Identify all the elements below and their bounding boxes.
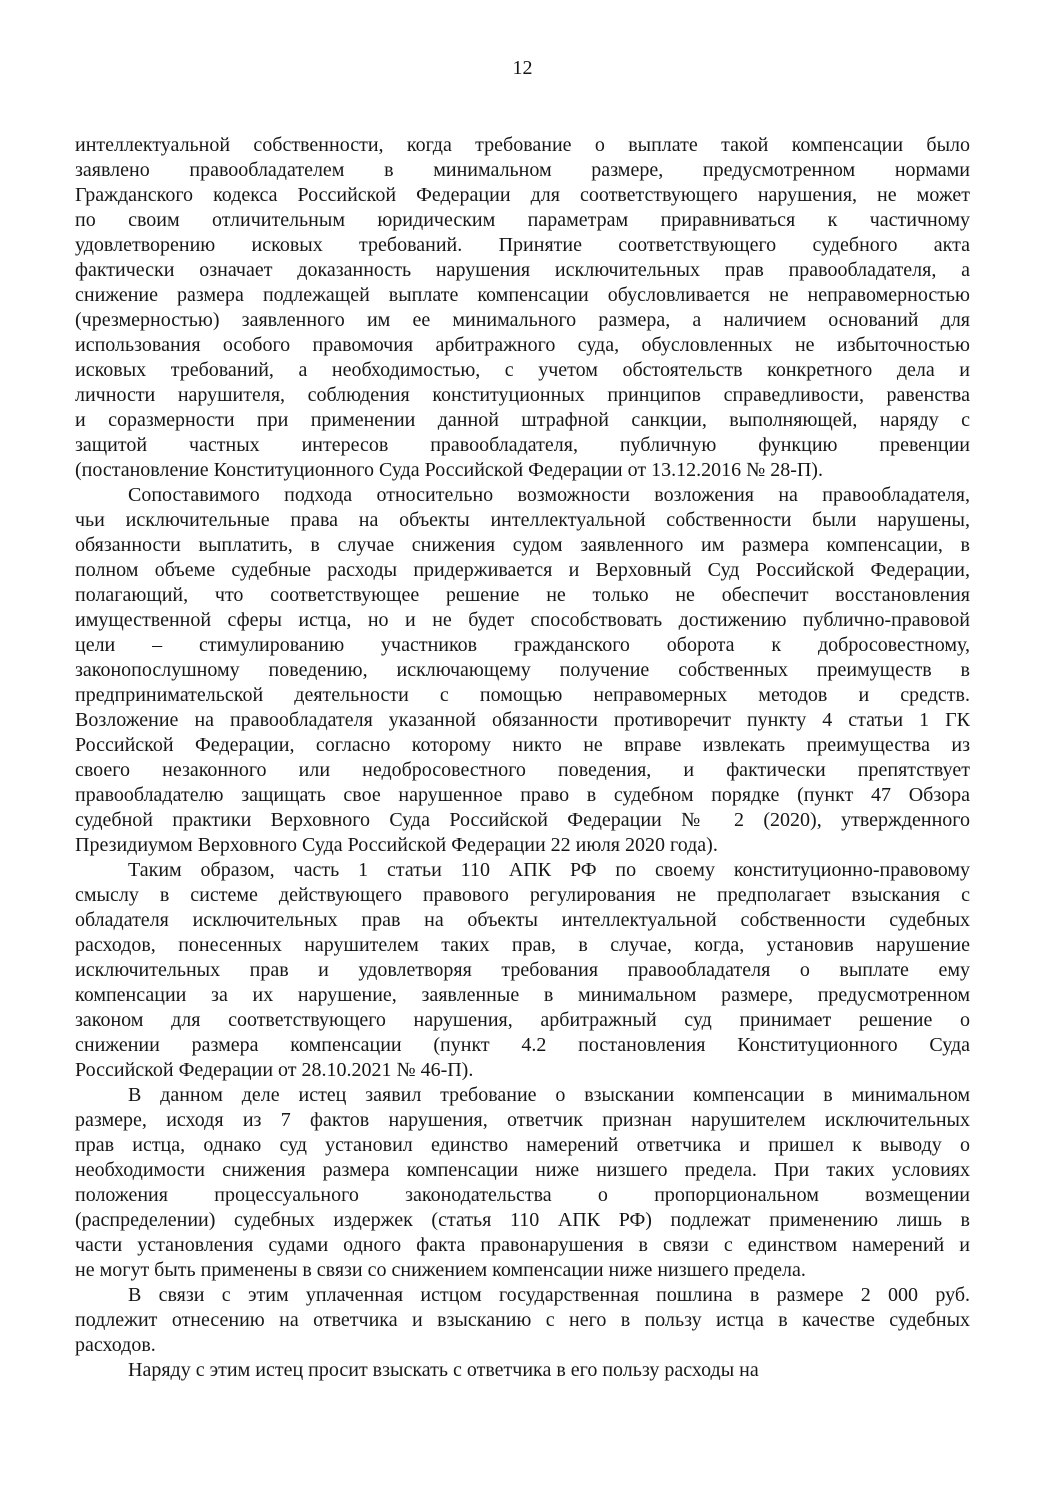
text-line: законом для соответствующего нарушения, арбитражный суд принимает решение о bbox=[75, 1009, 970, 1031]
text-body bbox=[75, 133, 970, 1383]
text-line: своего незаконного или недобросовестного поведения, и фактически препятствует bbox=[75, 759, 970, 781]
text-line: предпринимательской деятельности с помощью неправомерных методов и средств. bbox=[75, 684, 970, 706]
text-line: (распределении) судебных издержек (статья 110 АПК РФ) подлежат применению лишь в bbox=[75, 1209, 970, 1231]
text-line: и соразмерности при применении данной штрафной санкции, выполняющей, наряду с bbox=[75, 409, 970, 431]
text-line: исковых требований, а необходимостью, с учетом обстоятельств конкретного дела и bbox=[75, 359, 970, 381]
text-line: Таким образом, часть 1 статьи 110 АПК РФ по своему конституционно-правовому bbox=[128, 859, 970, 881]
text-line: части установления судами одного факта правонарушения в связи с единством намерений и bbox=[75, 1234, 970, 1256]
page-number: 12 bbox=[512, 57, 533, 79]
text-line: цели – стимулированию участников гражданского оборота к добросовестному, bbox=[75, 634, 970, 656]
text-line: правообладателю защищать свое нарушенное право в судебном порядке (пункт 47 Обзора bbox=[75, 784, 970, 806]
text-line: (чрезмерностью) заявленного им ее минимального размера, а наличием оснований для bbox=[75, 309, 970, 331]
text-line: интеллектуальной собственности, когда требование о выплате такой компенсации было bbox=[75, 134, 970, 156]
text-line: исключительных прав и удовлетворяя требования правообладателя о выплате ему bbox=[75, 959, 970, 981]
text-line: В данном деле истец заявил требование о взыскании компенсации в минимальном bbox=[128, 1084, 970, 1106]
text-line: заявлено правообладателем в минимальном размере, предусмотренном нормами bbox=[75, 159, 970, 181]
text-line: не могут быть применены в связи со снижением компенсации ниже низшего предела. bbox=[75, 1259, 806, 1281]
text-line: компенсации за их нарушение, заявленные в минимальном размере, предусмотренном bbox=[75, 984, 970, 1006]
text-line: Российской Федерации от 28.10.2021 № 46-П). bbox=[75, 1059, 474, 1081]
text-line: чьи исключительные права на объекты интеллектуальной собственности были нарушены, bbox=[75, 509, 970, 531]
text-line: подлежит отнесению на ответчика и взысканию с него в пользу истца в качестве судебных bbox=[75, 1309, 970, 1331]
text-line: смыслу в системе действующего правового регулирования не предполагает взыскания с bbox=[75, 884, 970, 906]
text-line: имущественной сферы истца, но и не будет способствовать достижению публично-правовой bbox=[75, 609, 970, 631]
text-line: полагающий, что соответствующее решение не только не обеспечит восстановления bbox=[75, 584, 970, 606]
text-line: размере, исходя из 7 фактов нарушения, ответчик признан нарушителем исключительных bbox=[75, 1109, 970, 1131]
text-line: фактически означает доказанность нарушения исключительных прав правообладателя, а bbox=[75, 259, 970, 281]
text-line: снижение размера подлежащей выплате компенсации обусловливается не неправомерностью bbox=[75, 284, 970, 306]
text-line: Гражданского кодекса Российской Федерации для соответствующего нарушения, не может bbox=[75, 184, 970, 206]
text-line: (постановление Конституционного Суда Российской Федерации от 13.12.2016 № 28-П). bbox=[75, 459, 823, 481]
text-line: Российской Федерации, согласно которому никто не вправе извлекать преимущества из bbox=[75, 734, 970, 756]
text-line: удовлетворению исковых требований. Принятие соответствующего судебного акта bbox=[75, 234, 970, 256]
text-line: Сопоставимого подхода относительно возможности возложения на правообладателя, bbox=[128, 484, 970, 506]
text-line: полном объеме судебные расходы придерживается и Верховный Суд Российской Федерации, bbox=[75, 559, 970, 581]
text-line: обладателя исключительных прав на объекты интеллектуальной собственности судебных bbox=[75, 909, 970, 931]
text-line: обязанности выплатить, в случае снижения судом заявленного им размера компенсации, в bbox=[75, 534, 970, 556]
text-line: законопослушному поведению, исключающему получение собственных преимуществ в bbox=[75, 659, 970, 681]
text-line: по своим отличительным юридическим параметрам приравниваться к частичному bbox=[75, 209, 970, 231]
text-line: Наряду с этим истец просит взыскать с ответчика в его пользу расходы на bbox=[128, 1359, 759, 1381]
text-line: положения процессуального законодательства о пропорциональном возмещении bbox=[75, 1184, 970, 1206]
text-line: Президиумом Верховного Суда Российской Федерации 22 июля 2020 года). bbox=[75, 834, 718, 856]
text-line: личности нарушителя, соблюдения конституционных принципов справедливости, равенства bbox=[75, 384, 970, 406]
text-line: необходимости снижения размера компенсации ниже низшего предела. При таких условиях bbox=[75, 1159, 970, 1181]
text-line: прав истца, однако суд установил единство намерений ответчика и пришел к выводу о bbox=[75, 1134, 970, 1156]
text-line: расходов. bbox=[75, 1334, 156, 1356]
text-line: В связи с этим уплаченная истцом государственная пошлина в размере 2 000 руб. bbox=[128, 1284, 970, 1306]
text-line: защитой частных интересов правообладателя, публичную функцию превенции bbox=[75, 434, 970, 456]
text-line: Возложение на правообладателя указанной обязанности противоречит пункту 4 статьи 1 ГК bbox=[75, 709, 970, 731]
text-line: судебной практики Верховного Суда Российской Федерации № 2 (2020), утвержденного bbox=[75, 809, 970, 831]
text-line: снижении размера компенсации (пункт 4.2 постановления Конституционного Суда bbox=[75, 1034, 970, 1056]
text-line: использования особого правомочия арбитражного суда, обусловленных не избыточностью bbox=[75, 334, 970, 356]
text-line: расходов, понесенных нарушителем таких прав, в случае, когда, установив нарушение bbox=[75, 934, 970, 956]
